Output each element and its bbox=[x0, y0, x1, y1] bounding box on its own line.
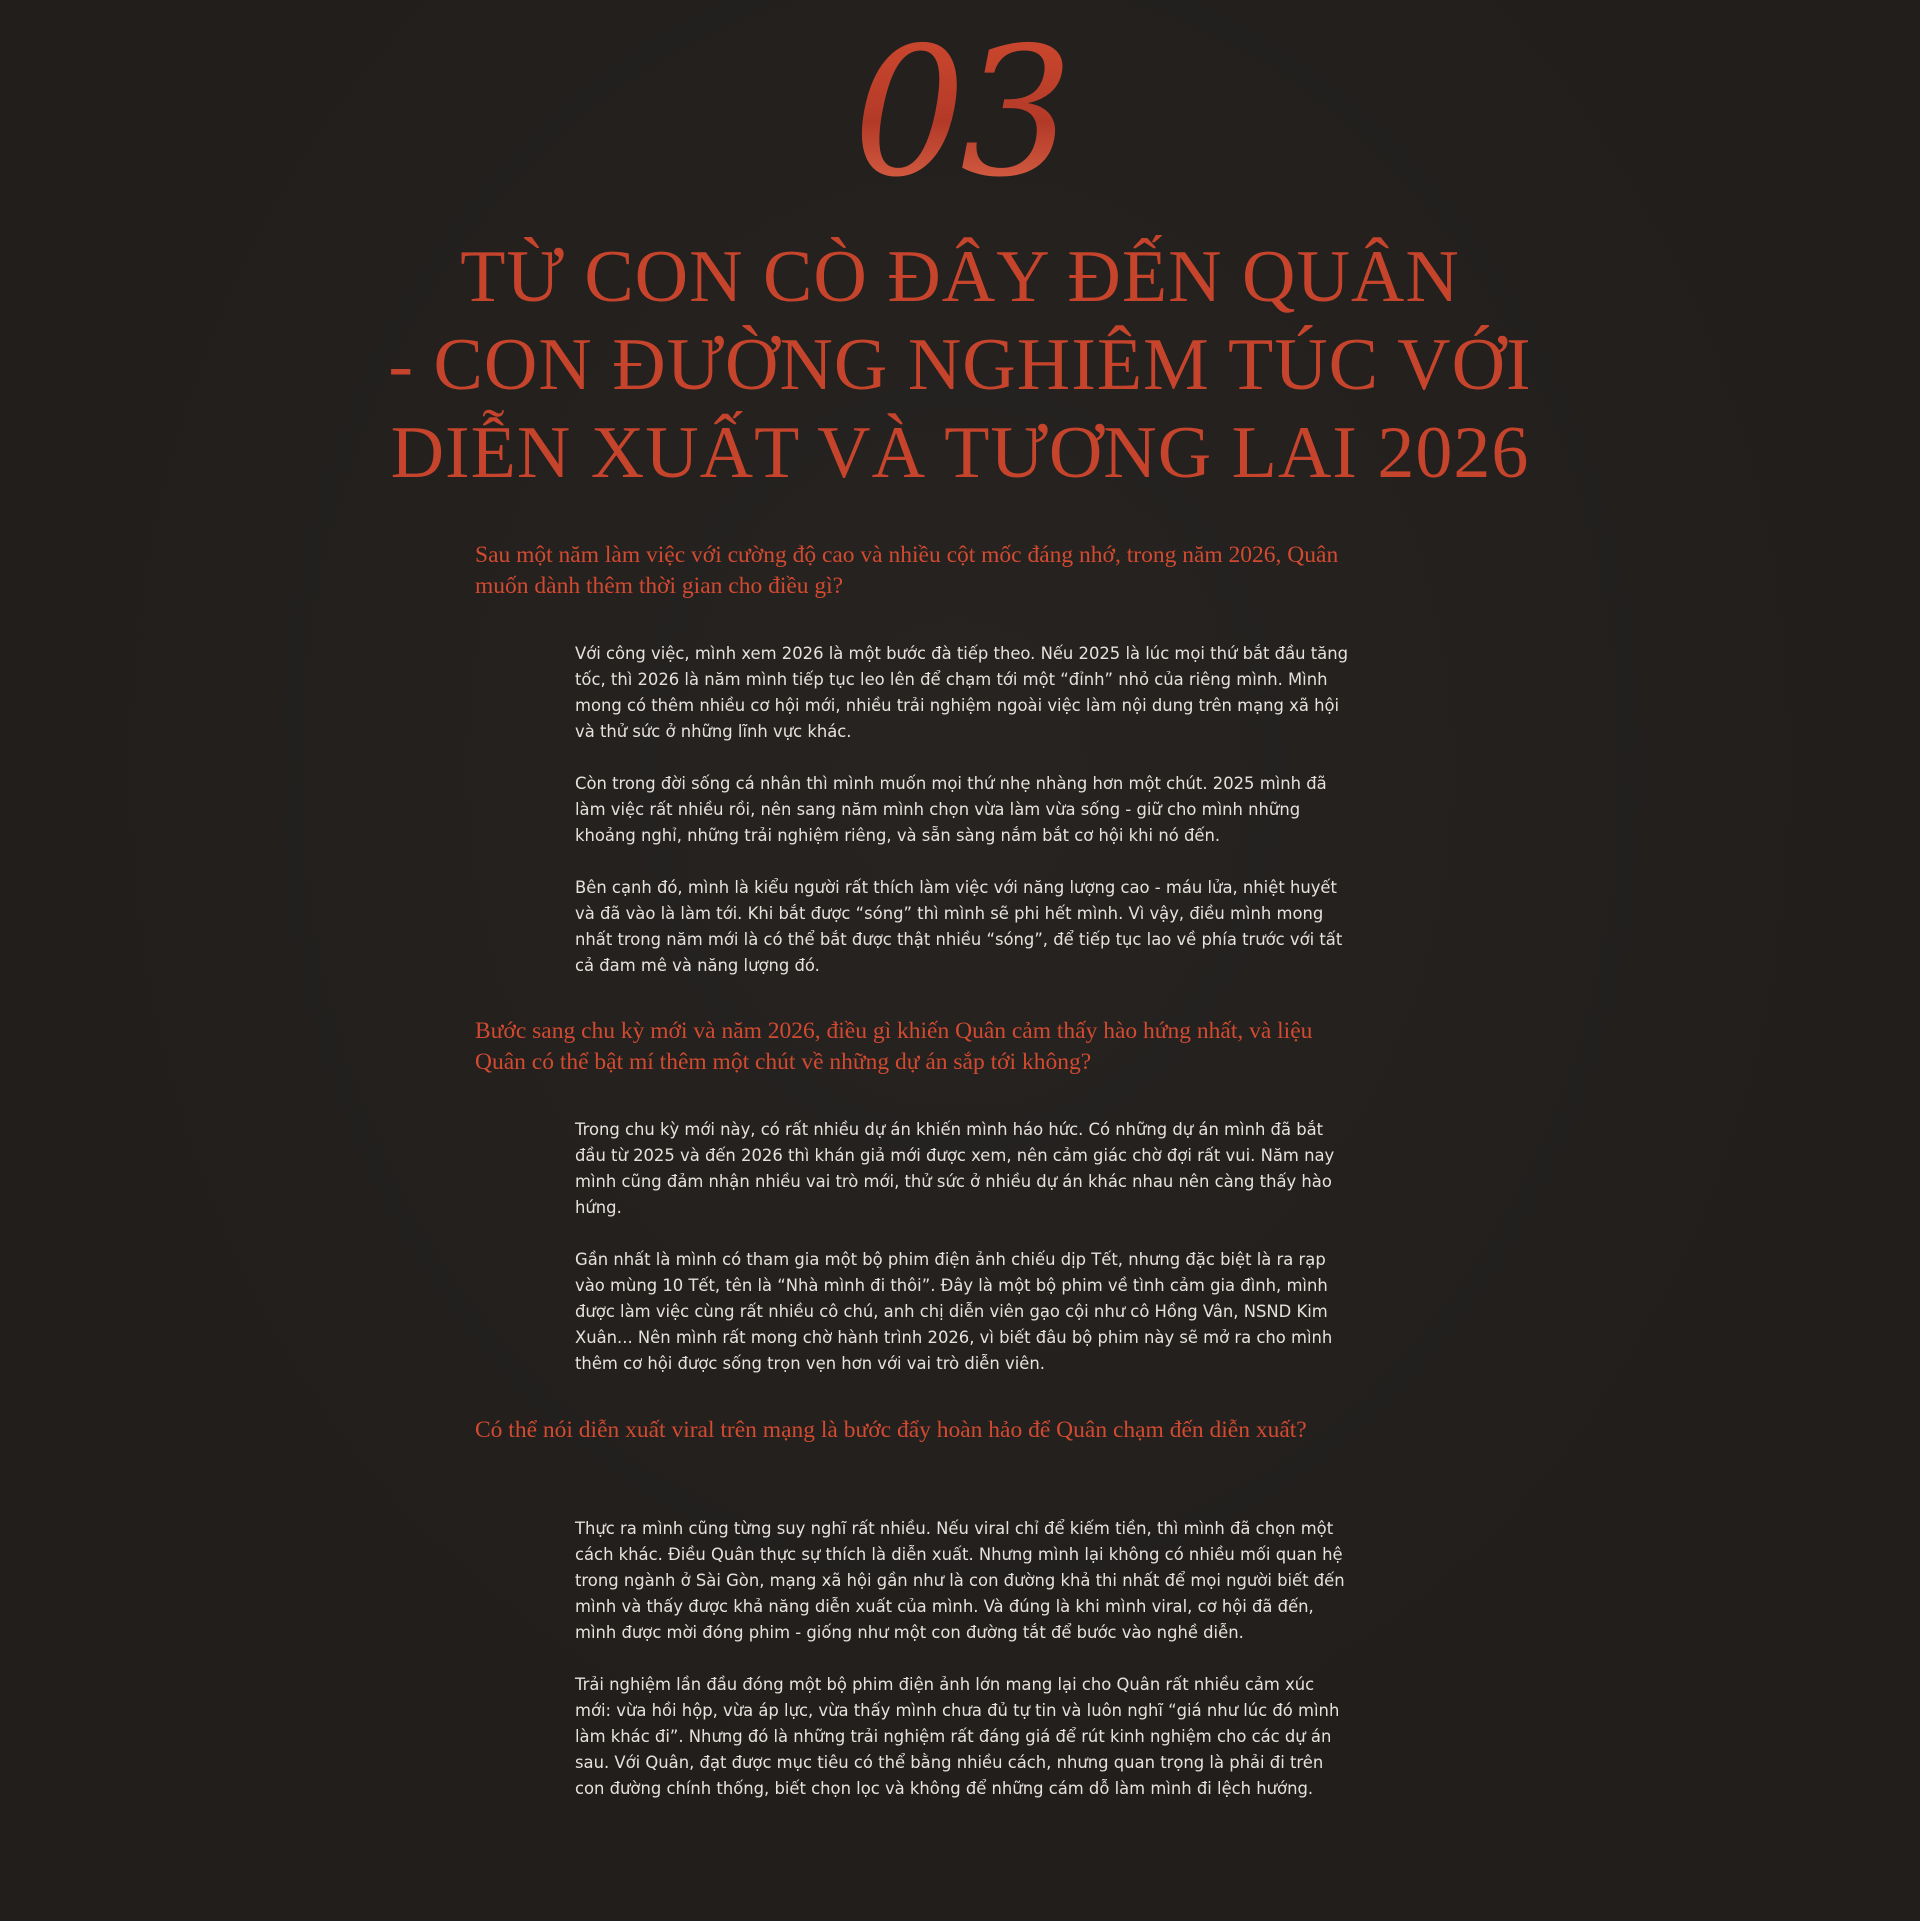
answer-paragraph: Bên cạnh đó, mình là kiểu người rất thích làm việc với năng lượng cao - máu lửa, nhiệt huyết và đã vào là làm tới. Khi bắt được “sóng” thì mình sẽ phi hết mình. Vì vậy, điều mình mong nhất trong năm mới là có thể bắt được thật nhiều “sóng”, để tiếp tục lao về phía trước với tất cả đam mê và năng lượng đó. bbox=[575, 878, 1343, 975]
answer-paragraph: Thực ra mình cũng từng suy nghĩ rất nhiều. Nếu viral chỉ để kiếm tiền, thì mình đã chọn một cách khác. Điều Quân thực sự thích là diễn xuất. Nhưng mình lại không có nhiều mối quan hệ trong ngành ở Sài Gòn, mạng xã hội gần như là con đường khả thi nhất để mọi người biết đến mình và thấy được khả năng diễn xuất của mình. Và đúng là khi mình viral, cơ hội đã đến, mình được mời đóng phim - giống như một con đường tắt để bước vào nghề diễn. bbox=[575, 1519, 1345, 1642]
section-number: 03 bbox=[0, 18, 1920, 208]
interview-question: Bước sang chu kỳ mới và năm 2026, điều gì khiến Quân cảm thấy hào hứng nhất, và liệu Quân có thể bật mí thêm một chút về những dự án sắp tới không? bbox=[475, 1018, 1313, 1075]
interview-answer bbox=[575, 1117, 1355, 1377]
answer-paragraph: Trải nghiệm lần đầu đóng một bộ phim điện ảnh lớn mang lại cho Quân rất nhiều cảm xúc mới: vừa hồi hộp, vừa áp lực, vừa thấy mình chưa đủ tự tin và luôn nghĩ “giá như lúc đó mình làm khác đi”. Nhưng đó là những trải nghiệm rất đáng giá để rút kinh nghiệm cho các dự án sau. Với Quân, đạt được mục tiêu có thể bằng nhiều cách, nhưng quan trọng là phải đi trên con đường chính thống, biết chọn lọc và không để những cám dỗ làm mình đi lệch hướng. bbox=[575, 1675, 1340, 1798]
interview-answer bbox=[575, 641, 1355, 979]
answer-paragraph: Gần nhất là mình có tham gia một bộ phim điện ảnh chiếu dịp Tết, nhưng đặc biệt là ra rạp vào mùng 10 Tết, tên là “Nhà mình đi thôi”. Đây là một bộ phim về tình cảm gia đình, mình được làm việc cùng rất nhiều cô chú, anh chị diễn viên gạo cội như cô Hồng Vân, NSND Kim Xuân... Nên mình rất mong chờ hành trình 2026, vì biết đâu bộ phim này sẽ mở ra cho mình thêm cơ hội được sống trọn vẹn hơn với vai trò diễn viên. bbox=[575, 1250, 1333, 1373]
section-title bbox=[0, 233, 1920, 497]
interview-question: Có thể nói diễn xuất viral trên mạng là bước đẩy hoàn hảo để Quân chạm đến diễn xuất? bbox=[475, 1417, 1307, 1443]
answer-paragraph: Trong chu kỳ mới này, có rất nhiều dự án khiến mình háo hức. Có những dự án mình đã bắt đầu từ 2025 và đến 2026 thì khán giả mới được xem, nên cảm giác chờ đợi rất vui. Năm nay mình cũng đảm nhận nhiều vai trò mới, thử sức ở nhiều dự án khác nhau nên càng thấy hào hứng. bbox=[575, 1120, 1335, 1217]
section-title-line: TỪ CON CÒ ĐÂY ĐẾN QUÂN bbox=[460, 236, 1460, 318]
section-title-line: - CON ĐƯỜNG NGHIÊM TÚC VỚI bbox=[388, 324, 1532, 406]
answer-paragraph: Với công việc, mình xem 2026 là một bước đà tiếp theo. Nếu 2025 là lúc mọi thứ bắt đầu tăng tốc, thì 2026 là năm mình tiếp tục leo lên để chạm tới một “đỉnh” nhỏ của riêng mình. Mình mong có thêm nhiều cơ hội mới, nhiều trải nghiệm ngoài việc làm nội dung trên mạng xã hội và thử sức ở những lĩnh vực khác. bbox=[575, 644, 1348, 741]
section-title-line: DIỄN XUẤT VÀ TƯƠNG LAI 2026 bbox=[390, 412, 1530, 494]
answer-paragraph: Còn trong đời sống cá nhân thì mình muốn mọi thứ nhẹ nhàng hơn một chút. 2025 mình đã làm việc rất nhiều rồi, nên sang năm mình chọn vừa làm vừa sống - giữ cho mình những khoảng nghỉ, những trải nghiệm riêng, và sẵn sàng nắm bắt cơ hội khi nó đến. bbox=[575, 774, 1327, 845]
interview-question: Sau một năm làm việc với cường độ cao và nhiều cột mốc đáng nhớ, trong năm 2026, Quân muốn dành thêm thời gian cho điều gì? bbox=[475, 542, 1339, 599]
interview-answer bbox=[575, 1516, 1355, 1802]
